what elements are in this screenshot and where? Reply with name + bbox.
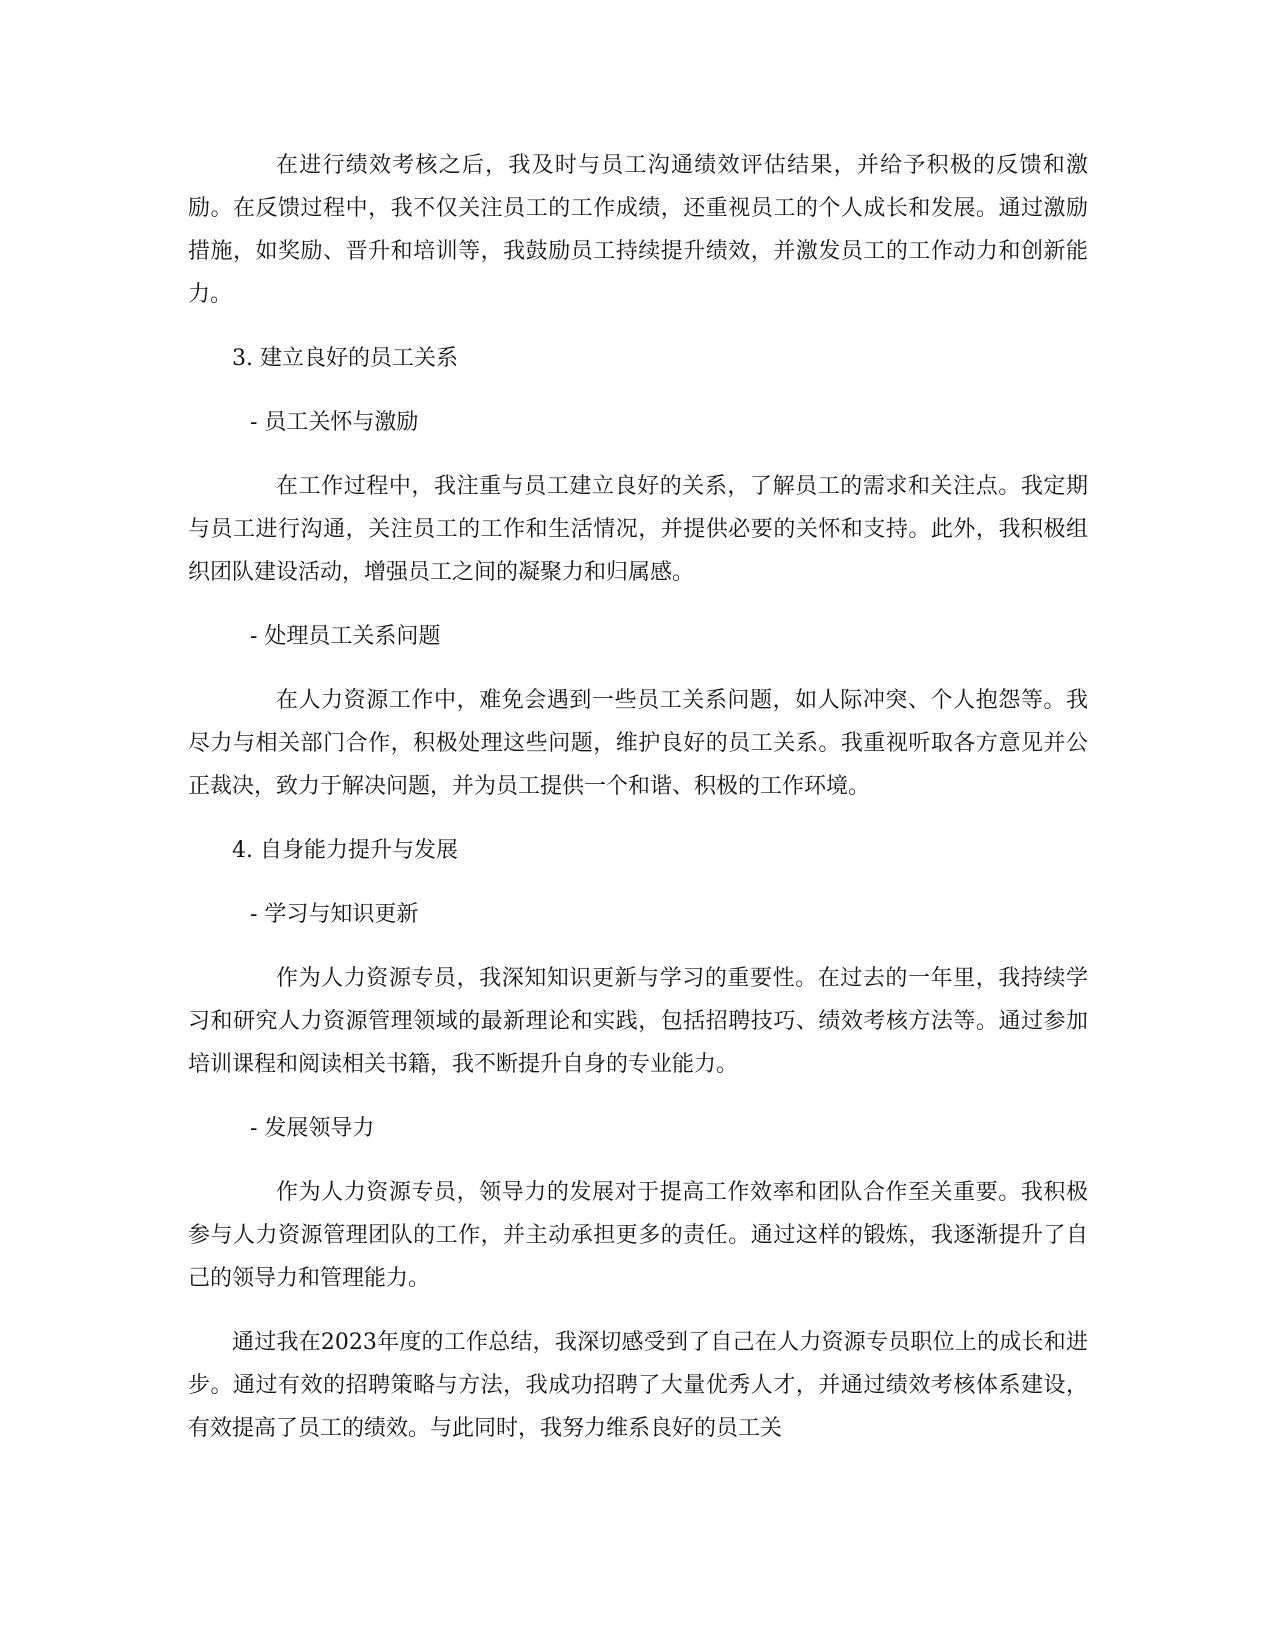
subheading-employee-care: - 员工关怀与激励: [250, 410, 419, 435]
subheading-leadership: - 发展领导力: [250, 1116, 375, 1141]
paragraph-feedback-incentive: 在进行绩效考核之后，我及时与员工沟通绩效评估结果，并给予积极的反馈和激励。在反馈过程中，我不仅关注员工的工作成绩，还重视员工的个人成长和发展。通过激励措施，如奖励、晋升和培训等，我鼓励员工持续提升绩效，并激发员工的工作动力和创新能力。: [188, 153, 1088, 307]
section-heading-employee-relations: 3. 建立良好的员工关系: [232, 346, 458, 371]
section-heading-self-development: 4. 自身能力提升与发展: [232, 838, 458, 863]
subheading-relation-issues: - 处理员工关系问题: [250, 624, 441, 649]
paragraph-leadership: 作为人力资源专员，领导力的发展对于提高工作效率和团队合作至关重要。我积极参与人力资源管理团队的工作，并主动承担更多的责任。通过这样的锻炼，我逐渐提升了自己的领导力和管理能力。: [188, 1180, 1088, 1291]
paragraph-summary: 通过我在2023年度的工作总结，我深切感受到了自己在人力资源专员职位上的成长和进步。通过有效的招聘策略与方法，我成功招聘了大量优秀人才，并通过绩效考核体系建设，有效提高了员工的绩效。与此同时，我努力维系良好的员工关: [188, 1330, 1088, 1441]
document-body: [188, 144, 1088, 1471]
paragraph-relation-issues: 在人力资源工作中，难免会遇到一些员工关系问题，如人际冲突、个人抱怨等。我尽力与相关部门合作，积极处理这些问题，维护良好的员工关系。我重视听取各方意见并公正裁决，致力于解决问题，并为员工提供一个和谐、积极的工作环境。: [188, 688, 1088, 799]
paragraph-employee-care: 在工作过程中，我注重与员工建立良好的关系，了解员工的需求和关注点。我定期与员工进行沟通，关注员工的工作和生活情况，并提供必要的关怀和支持。此外，我积极组织团队建设活动，增强员工之间的凝聚力和归属感。: [188, 474, 1088, 585]
paragraph-learning: 作为人力资源专员，我深知知识更新与学习的重要性。在过去的一年里，我持续学习和研究人力资源管理领域的最新理论和实践，包括招聘技巧、绩效考核方法等。通过参加培训课程和阅读相关书籍，我不断提升自身的专业能力。: [188, 966, 1088, 1077]
subheading-learning: - 学习与知识更新: [250, 902, 419, 927]
